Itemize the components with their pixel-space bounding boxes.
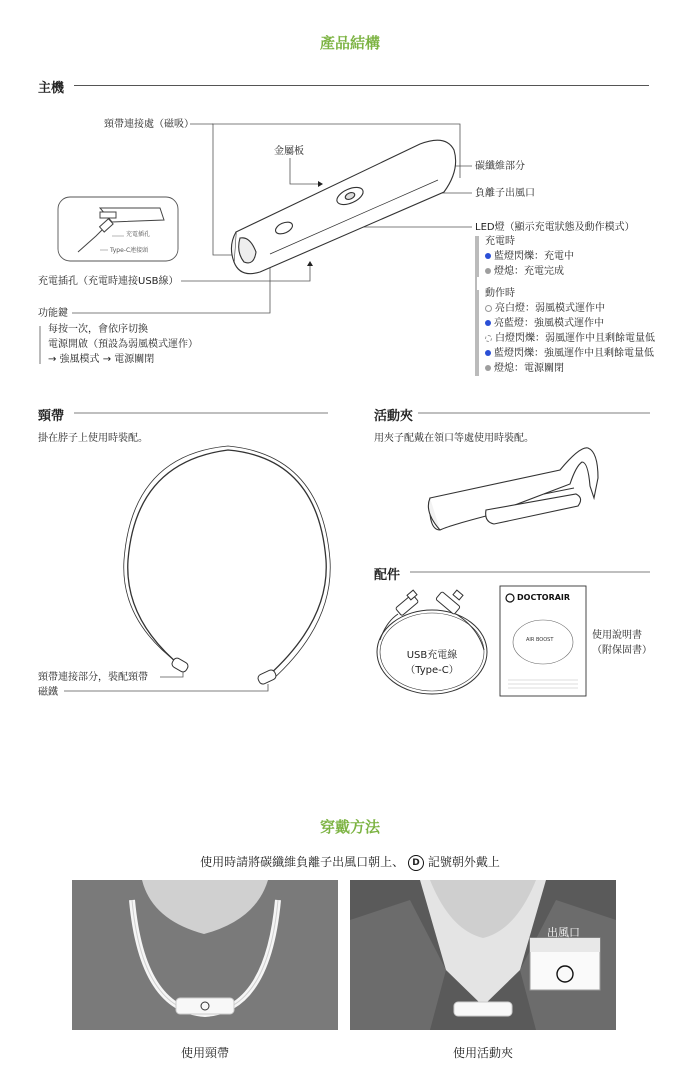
white-dot-icon [485, 305, 492, 312]
section-clip: 活動夾 [374, 409, 414, 424]
magnet-label: 磁鐵 [38, 687, 58, 698]
function-desc-line: 電源開啟（預設為弱風模式運作） [48, 339, 198, 350]
cable-label-line: USB充電線 [406, 650, 458, 661]
label-function-key: 功能鍵 [38, 308, 68, 319]
manual-product: AIR BOOST [526, 637, 554, 643]
function-desc-line: 每按一次，會依序切換 [48, 324, 148, 335]
clip-photo-art [350, 880, 616, 1030]
label-neckband-joint: 頸帶連接處（磁吸） [104, 119, 194, 130]
clip-desc: 用夾子配戴在領口等處使用時裝配。 [374, 433, 534, 444]
cable-label [396, 648, 468, 678]
section-main-unit: 主機 [38, 81, 65, 96]
label-metal-plate: 金屬板 [274, 146, 304, 157]
instruction-text: 使用時請將碳纖維負離子出風口朝上、 [200, 855, 405, 869]
photo-neckband [72, 880, 338, 1030]
legend-item: 藍燈閃爍：強風運作中且剩餘電量低 [485, 346, 655, 361]
gray-dot-icon [485, 268, 491, 274]
caption-neckband: 使用頸帶 [180, 1046, 229, 1060]
function-desc-line: → 強風模式 → 電源關閉 [48, 354, 155, 365]
gray-dot-icon [485, 365, 491, 371]
brand-d-icon: D [408, 855, 424, 871]
function-desc [48, 322, 198, 367]
legend-item: 燈熄：充電完成 [485, 264, 574, 279]
blue-dot-icon [485, 350, 491, 356]
section-accessories: 配件 [374, 568, 401, 583]
manual-label-line: （附保固書） [592, 645, 652, 656]
cable-label-line: （Type-C） [405, 665, 459, 676]
blue-dot-icon [485, 320, 491, 326]
instruction-text: 記號朝外戴上 [427, 855, 500, 869]
led-operating-legend [485, 286, 655, 376]
charging-title: 充電時 [485, 236, 515, 247]
page-title: 產品結構 [319, 34, 380, 52]
manual-label-line: 使用說明書 [592, 630, 642, 641]
wearing-instruction [0, 853, 700, 871]
outlet-label: 出風口 [547, 926, 580, 939]
legend-item: 燈熄：電源關閉 [485, 361, 655, 376]
label-carbon-fiber: 碳纖維部分 [475, 161, 525, 172]
legend-item: 白燈閃爍：弱風運作中且剩餘電量低 [485, 331, 655, 346]
manual-label [592, 628, 652, 658]
legend-item: 藍燈閃爍：充電中 [485, 249, 574, 264]
legend-item: 亮白燈：弱風模式運作中 [485, 301, 655, 316]
section-neckband: 頸帶 [38, 409, 65, 424]
neckband-joint-label: 頸帶連接部分，裝配頸帶 [38, 672, 148, 683]
operating-title: 動作時 [485, 288, 515, 299]
manual-brand: DOCTORAIR [517, 593, 571, 602]
wearing-title: 穿戴方法 [319, 818, 380, 836]
inset-charge-label: 充電插孔 [126, 231, 151, 238]
neckband-desc: 掛在脖子上使用時裝配。 [38, 433, 148, 444]
blue-dot-icon [485, 253, 491, 259]
led-charging-legend [485, 234, 574, 279]
inset-typec-label: Type-C連接頭 [110, 247, 149, 254]
white-blink-icon [485, 335, 492, 342]
legend-item: 亮藍燈：強風模式運作中 [485, 316, 655, 331]
label-charge-port: 充電插孔（充電時連接USB線） [38, 276, 179, 287]
label-ion-outlet: 負離子出風口 [475, 188, 535, 199]
caption-clip: 使用活動夾 [452, 1046, 513, 1060]
photo-clip [350, 880, 616, 1030]
label-led: LED燈（顯示充電狀態及動作模式） [475, 222, 635, 233]
neckband-photo-art [72, 880, 338, 1030]
